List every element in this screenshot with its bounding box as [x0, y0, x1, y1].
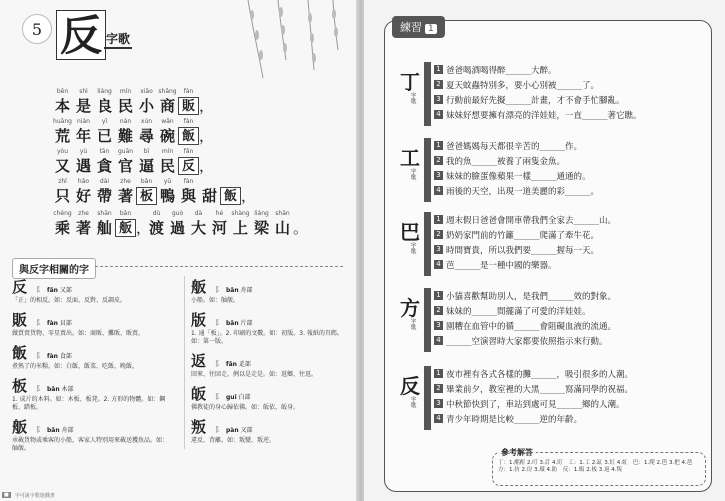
exercise-line-number: 2: [434, 384, 443, 393]
exercise-line-text: 爸爸媽媽每天都很辛苦的______作。: [446, 141, 583, 152]
verse-char: 板: [136, 187, 157, 205]
exercise-line-number: 2: [434, 156, 443, 165]
verse-pinyin-syllable: yǐ: [101, 118, 108, 125]
exercise-line-text: 妹妹的臉蛋像蘋果一樣______通通的。: [446, 171, 591, 182]
exercise-line-number: 2: [434, 80, 443, 89]
verse-char: 只: [54, 187, 70, 205]
related-char-reading: pàn 又部: [226, 427, 253, 434]
verse-char: 商: [159, 97, 175, 115]
verse-char: 已: [96, 127, 112, 145]
verse-pinyin-syllable: dà: [194, 210, 203, 217]
exercise-line-text: 芭______是一種中國的樂器。: [446, 260, 557, 271]
exercise-group-char: 丁: [400, 70, 420, 94]
verse-pinyin-syllable: bī: [143, 148, 150, 155]
exercise-line-number: 3: [434, 245, 443, 254]
verse-pinyin-syllable: wǎn: [161, 118, 174, 125]
exercise-line: [434, 153, 698, 168]
verse-pinyin-syllable: tān: [99, 148, 110, 155]
related-char: 舨: [191, 278, 207, 296]
exercise-group-bar: [424, 212, 431, 276]
exercise-line-text: 夏天蚊蟲特別多，要小心別被______了。: [446, 80, 600, 91]
exercise-group: [400, 62, 700, 128]
related-char-reading: guī 白部: [226, 394, 251, 401]
verse-pinyin-syllable: shì: [79, 88, 88, 95]
verse-pinyin-syllable: xún: [140, 118, 153, 125]
related-char-reading: fǎn 辵部: [226, 361, 251, 368]
exercise-lines: [434, 62, 698, 122]
answers-text: [498, 460, 704, 474]
exercise-line-number: 2: [434, 230, 443, 239]
related-char-definition: 煮熟了的米糧。如：白飯、飯菜、吃飯、晚飯。: [12, 363, 139, 370]
verse-char: 荒: [54, 127, 70, 145]
related-char-definition: 1. 通「板」。2. 印刷的文數。如：初版。3. 報紙的頁碼。如：第一版。: [191, 330, 343, 345]
verse-pinyin-syllable: dù: [152, 210, 161, 217]
page-footer-mark: ■: [4, 492, 9, 498]
exercise-group-tag: 字歌: [409, 318, 416, 330]
exercise-group-char: 方: [400, 296, 420, 320]
related-char-definition: 做買賣貨物、零星賣出。如：商販、攤販、販賣。: [12, 330, 145, 337]
related-char-reading: bǎn 舟部: [226, 287, 253, 294]
verse-line: [52, 118, 312, 145]
answers-line: 方：1.仿 2.房 3.環 4.防 反：1.販 2.板 3.返 4.叛: [498, 467, 622, 473]
verse-char: 帶: [96, 187, 112, 205]
exercise-lines: [434, 138, 698, 198]
exercise-line-number: 1: [434, 65, 443, 74]
exercise-line-number: 1: [434, 215, 443, 224]
verse-char: 貪: [96, 157, 112, 175]
verse-characters: [52, 157, 312, 175]
exercise-group-tag: 字歌: [409, 242, 416, 254]
lesson-character: 反: [56, 10, 106, 60]
exercise-group-tag: 字歌: [409, 92, 416, 104]
related-char-radical-icon: ⻖: [36, 352, 43, 360]
verse-pinyin-syllable: nán: [119, 118, 132, 125]
exercise-line: [434, 183, 698, 198]
verse-char: 與: [180, 187, 196, 205]
exercise-line-number: 3: [434, 399, 443, 408]
verse-pinyin-syllable: [220, 178, 241, 187]
exercise-group-bar: [424, 138, 431, 202]
exercise-group: [400, 366, 700, 432]
exercise-line-number: 1: [434, 291, 443, 300]
song-tag: 字歌: [104, 30, 132, 49]
verse-pinyin-syllable: fàn: [183, 178, 194, 185]
verse-pinyin-syllable: shāng: [158, 88, 177, 95]
verse-pinyin-syllable: zhe: [120, 178, 131, 185]
related-char-entry: [12, 416, 172, 453]
exercise-group-bar: [424, 62, 431, 126]
related-char-definition: 承載貨物或乘客的小船，客家人特別用來載送獲魚品。如：舢舨。: [12, 437, 169, 452]
exercise-line-number: 3: [434, 95, 443, 104]
exercise-group-char: 工: [400, 146, 420, 170]
verse-line: [52, 210, 312, 237]
verse-characters: [52, 219, 312, 237]
exercise-line: [434, 288, 698, 303]
verse-pinyin-syllable: fàn: [183, 88, 194, 95]
related-char-entry: [191, 416, 344, 445]
verse-pinyin: [52, 118, 312, 127]
verse-char: 本: [54, 97, 70, 115]
verse-pinyin-syllable: fǎn: [183, 148, 194, 155]
verse-characters: [52, 97, 312, 115]
verse-char: 舢: [96, 219, 112, 237]
related-char: 反: [12, 278, 28, 296]
verse-pinyin-syllable: zhǐ: [58, 178, 67, 185]
verse-char: 河: [211, 219, 227, 237]
related-char-definition: 違反、背離。如：叛變、叛逆。: [191, 437, 276, 444]
exercise-line-number: 1: [434, 141, 443, 150]
related-chars-col2: [184, 276, 344, 449]
exercise-title-number: 1: [425, 24, 437, 34]
verse-char: 飯: [220, 187, 241, 205]
related-char-definition: 「正」的相反。如：反面、反對、反調皮。: [12, 297, 127, 304]
exercise-group-char: 反: [400, 374, 420, 398]
verse-char: 山: [274, 219, 290, 237]
related-char-radical-icon: ⻖: [215, 286, 222, 294]
exercise-line: [434, 107, 698, 122]
verse-pinyin-syllable: xiǎo: [140, 88, 153, 95]
exercise-line: [434, 242, 698, 257]
related-char: 叛: [191, 418, 207, 436]
exercise-line-text: 雨後的天空，出現一道美麗的彩______。: [446, 186, 600, 197]
related-char-radical-icon: ⻖: [36, 426, 43, 434]
exercise-lines: [434, 212, 698, 272]
related-char-definition: 佛教徒的身心歸依佛。如：皈依、皈身。: [191, 404, 300, 411]
verse-char: 逼: [138, 157, 154, 175]
page-footer: [0, 491, 160, 499]
page-footer-text: 字可說字歌遊戲書: [14, 492, 55, 499]
verse-pinyin-syllable: chéng: [53, 210, 72, 217]
related-char-reading: fàn 貝部: [47, 320, 72, 327]
verse-char: 上: [232, 219, 248, 237]
exercise-line-text: 我的魚______被養了兩隻金魚。: [446, 156, 566, 167]
verse-char: 碗: [159, 127, 175, 145]
verse-char: 反: [178, 157, 199, 175]
verse-pinyin-syllable: liáng: [254, 210, 269, 217]
verse-pinyin-syllable: hǎo: [77, 178, 90, 185]
verse-end-punctuation: ，: [199, 157, 215, 175]
verse-pinyin-syllable: shān: [275, 210, 290, 217]
exercise-line-text: 行動前最好先擬______計畫，才不會手忙腳亂。: [446, 95, 625, 106]
exercise-group: [400, 288, 700, 354]
verse-char: 大: [190, 219, 206, 237]
exercise-line: [434, 138, 698, 153]
section-divider: [95, 266, 343, 267]
related-char-entry: [191, 309, 344, 346]
exercise-group-tag: 字歌: [409, 168, 416, 180]
verse-char: 尋: [138, 127, 154, 145]
related-char: 皈: [191, 385, 207, 403]
exercise-line-number: 4: [434, 260, 443, 269]
exercise-line: [434, 396, 698, 411]
related-char: 舨: [12, 418, 28, 436]
exercise-lines: [434, 366, 698, 426]
verse-char: 民: [159, 157, 175, 175]
exercise-line-text: 奶奶家門前的竹籬______爬滿了牽牛花。: [446, 230, 600, 241]
verse-pinyin: [52, 88, 312, 97]
verse-pinyin-syllable: hé: [215, 210, 224, 217]
exercise-line-text: 青少年時期是比較______逆的年齡。: [446, 414, 583, 425]
exercise-line: [434, 92, 698, 107]
exercise-line: [434, 411, 698, 426]
exercise-line-number: 4: [434, 414, 443, 423]
verse-char: 民: [117, 97, 133, 115]
verse-pinyin-syllable: yòu: [56, 148, 69, 155]
related-chars-col1: [12, 276, 172, 457]
exercise-line: [434, 212, 698, 227]
exercise-line: [434, 318, 698, 333]
exercise-line-number: 2: [434, 306, 443, 315]
verse-char: 鴨: [159, 187, 175, 205]
verse-char: 渡: [148, 219, 164, 237]
exercise-line: [434, 381, 698, 396]
related-char: 返: [191, 352, 207, 370]
verse-pinyin-syllable: dài: [99, 178, 110, 185]
verse-line: [52, 88, 312, 115]
exercise-line-number: 4: [434, 336, 443, 345]
exercise-group-bar: [424, 288, 431, 352]
verse-pinyin-syllable: běn: [56, 88, 69, 95]
verse-char: 良: [96, 97, 112, 115]
verse-pinyin: [52, 178, 312, 187]
verse-char: 年: [75, 127, 91, 145]
verse-pinyin-syllable: [136, 210, 146, 219]
exercise-line-number: 1: [434, 369, 443, 378]
related-char-entry: [12, 342, 172, 371]
related-section-title: 與反字相關的字: [12, 258, 96, 279]
verse-pinyin-syllable: shān: [97, 210, 112, 217]
exercise-line-text: 妹妹好想要擁有漂亮的洋娃娃，一直______著它瞧。: [446, 110, 642, 121]
verse-char: 甜: [201, 187, 217, 205]
exercise-line: [434, 333, 698, 348]
exercise-group: [400, 138, 700, 204]
verse-pinyin-syllable: bǎn: [119, 210, 132, 217]
related-char: 飯: [12, 344, 28, 362]
lesson-number: 5: [22, 14, 52, 44]
verse-char: 難: [117, 127, 133, 145]
verse-char: 遇: [75, 157, 91, 175]
exercise-line: [434, 303, 698, 318]
exercise-line-number: 3: [434, 321, 443, 330]
related-char-radical-icon: ⻖: [215, 426, 222, 434]
related-char-definition: 1. 成片的木料。如：木板、板凳。2. 方形的物體。如：鋼板、踏板。: [12, 396, 166, 411]
related-char-radical-icon: ⻖: [36, 286, 43, 294]
related-char-definition: 小船。如：舢舨。: [191, 297, 240, 304]
verse-char: 又: [54, 157, 70, 175]
verse-line: [52, 178, 312, 205]
related-char-reading: bǎn 舟部: [47, 427, 74, 434]
related-char: 販: [12, 311, 28, 329]
exercise-group-bar: [424, 366, 431, 430]
exercise-line-number: 4: [434, 110, 443, 119]
verse-pinyin-syllable: zhe: [78, 210, 89, 217]
answers-line: 丁：1.酩酊 2.叮 3.訂 4.盯 工：1.工 2.缸 3.紅 4.虹 巴：1.爬 2.笆 3.把 4.琶: [498, 460, 693, 466]
exercise-line-text: ______空演習時大家都要依照指示來行動。: [446, 336, 608, 347]
related-char-radical-icon: ⻖: [215, 360, 222, 368]
exercise-line: [434, 62, 698, 77]
verse-end-punctuation: ，: [241, 187, 257, 205]
verse-char: 官: [117, 157, 133, 175]
verse-pinyin-syllable: fàn: [183, 118, 194, 125]
exercise-line: [434, 366, 698, 381]
related-char-definition: 回來、往回走。例以是走是。如：返鄉、往返。: [191, 371, 318, 378]
exercise-line-text: 畢業前夕，教室裡的大黑______寫滿同學的祝福。: [446, 384, 634, 395]
exercise-line-text: 妹妹的______間擺滿了可愛的洋娃娃。: [446, 306, 591, 317]
related-char: 板: [12, 377, 28, 395]
verse-char: 過: [169, 219, 185, 237]
exercise-title-text: 練習: [400, 21, 422, 34]
verse-pinyin-syllable: liáng: [97, 88, 112, 95]
exercise-line: [434, 257, 698, 272]
related-char-entry: [191, 383, 344, 412]
exercise-group-char: 巴: [400, 220, 420, 244]
exercise-line-text: 夜市裡有各式各樣的攤______，吸引很多的人潮。: [446, 369, 634, 380]
related-char-entry: [12, 375, 172, 412]
exercise-group-tag: 字歌: [409, 396, 416, 408]
verse-char: 舨: [115, 219, 136, 237]
verse-line: [52, 148, 312, 175]
verse-char: 著: [75, 219, 91, 237]
exercise-line: [434, 227, 698, 242]
verse-char: 梁: [253, 219, 269, 237]
verse-char: 是: [75, 97, 91, 115]
verse-char: 小: [138, 97, 154, 115]
exercise-line-text: 中秋節快到了，車站到處可見______鄉的人潮。: [446, 399, 625, 410]
willow-branch-illustration: [238, 0, 348, 80]
verse-pinyin-syllable: [199, 178, 220, 187]
verse-pinyin-syllable: huāng: [53, 118, 72, 125]
verse-pinyin: [52, 148, 312, 157]
verse-pinyin: [52, 210, 312, 219]
exercise-line-text: 週末假日爸爸會開車帶我們全家去______山。: [446, 215, 617, 226]
verse-char: 著: [117, 187, 133, 205]
verse-pinyin-syllable: bǎn: [140, 178, 153, 185]
related-char-reading: fǎn 又部: [47, 287, 72, 294]
verse-char: 飯: [178, 127, 199, 145]
exercise-line-number: 3: [434, 171, 443, 180]
related-char-entry: [191, 276, 344, 305]
verse-end-punctuation: ，: [199, 97, 215, 115]
exercise-group: [400, 212, 700, 278]
exercise-lines: [434, 288, 698, 348]
verse-char: 販: [178, 97, 199, 115]
verse-pinyin-syllable: guān: [117, 148, 134, 155]
verse-characters: [52, 127, 312, 145]
answers-title: 參考解答: [498, 447, 536, 458]
verse-characters: [52, 187, 312, 205]
related-char-radical-icon: ⻖: [215, 393, 222, 401]
related-char-reading: fàn 食部: [47, 353, 72, 360]
exercise-title: [392, 16, 445, 38]
verse-pinyin-syllable: mín: [119, 88, 132, 95]
verse-char: ，: [136, 219, 152, 237]
exercise-line-text: 爸爸喝酒喝得醉______大醉。: [446, 65, 557, 76]
verse-end-punctuation: 。: [293, 219, 309, 237]
verse-pinyin-syllable: shàng: [231, 210, 250, 217]
verse-pinyin-syllable: yù: [79, 148, 88, 155]
related-char-radical-icon: ⻖: [215, 319, 222, 327]
related-char-reading: bǎn 片部: [226, 320, 253, 327]
related-char-entry: [12, 276, 172, 305]
verse-end-punctuation: ，: [199, 127, 215, 145]
verse-char: 乘: [54, 219, 70, 237]
exercise-line-text: 時間寶貴，所以我們要______握每一天。: [446, 245, 600, 256]
verse-pinyin-syllable: mín: [161, 148, 174, 155]
verse-pinyin-syllable: yǔ: [163, 178, 172, 185]
related-char: 版: [191, 311, 207, 329]
related-char-reading: bǎn 木部: [47, 386, 74, 393]
exercise-line: [434, 168, 698, 183]
related-char-entry: [12, 309, 172, 338]
exercise-line-text: 園糟在血管中的循______會阻礙血液的流通。: [446, 321, 617, 332]
verse-char: 好: [75, 187, 91, 205]
related-char-radical-icon: ⻖: [36, 385, 43, 393]
related-char-entry: [191, 350, 344, 379]
verse-pinyin-syllable: guò: [171, 210, 184, 217]
verse-pinyin-syllable: nián: [77, 118, 90, 125]
exercise-line-text: 小貓喜歡幫助別人，是我們______效的對象。: [446, 291, 617, 302]
exercise-line: [434, 77, 698, 92]
exercise-line-number: 4: [434, 186, 443, 195]
related-char-radical-icon: ⻖: [36, 319, 43, 327]
